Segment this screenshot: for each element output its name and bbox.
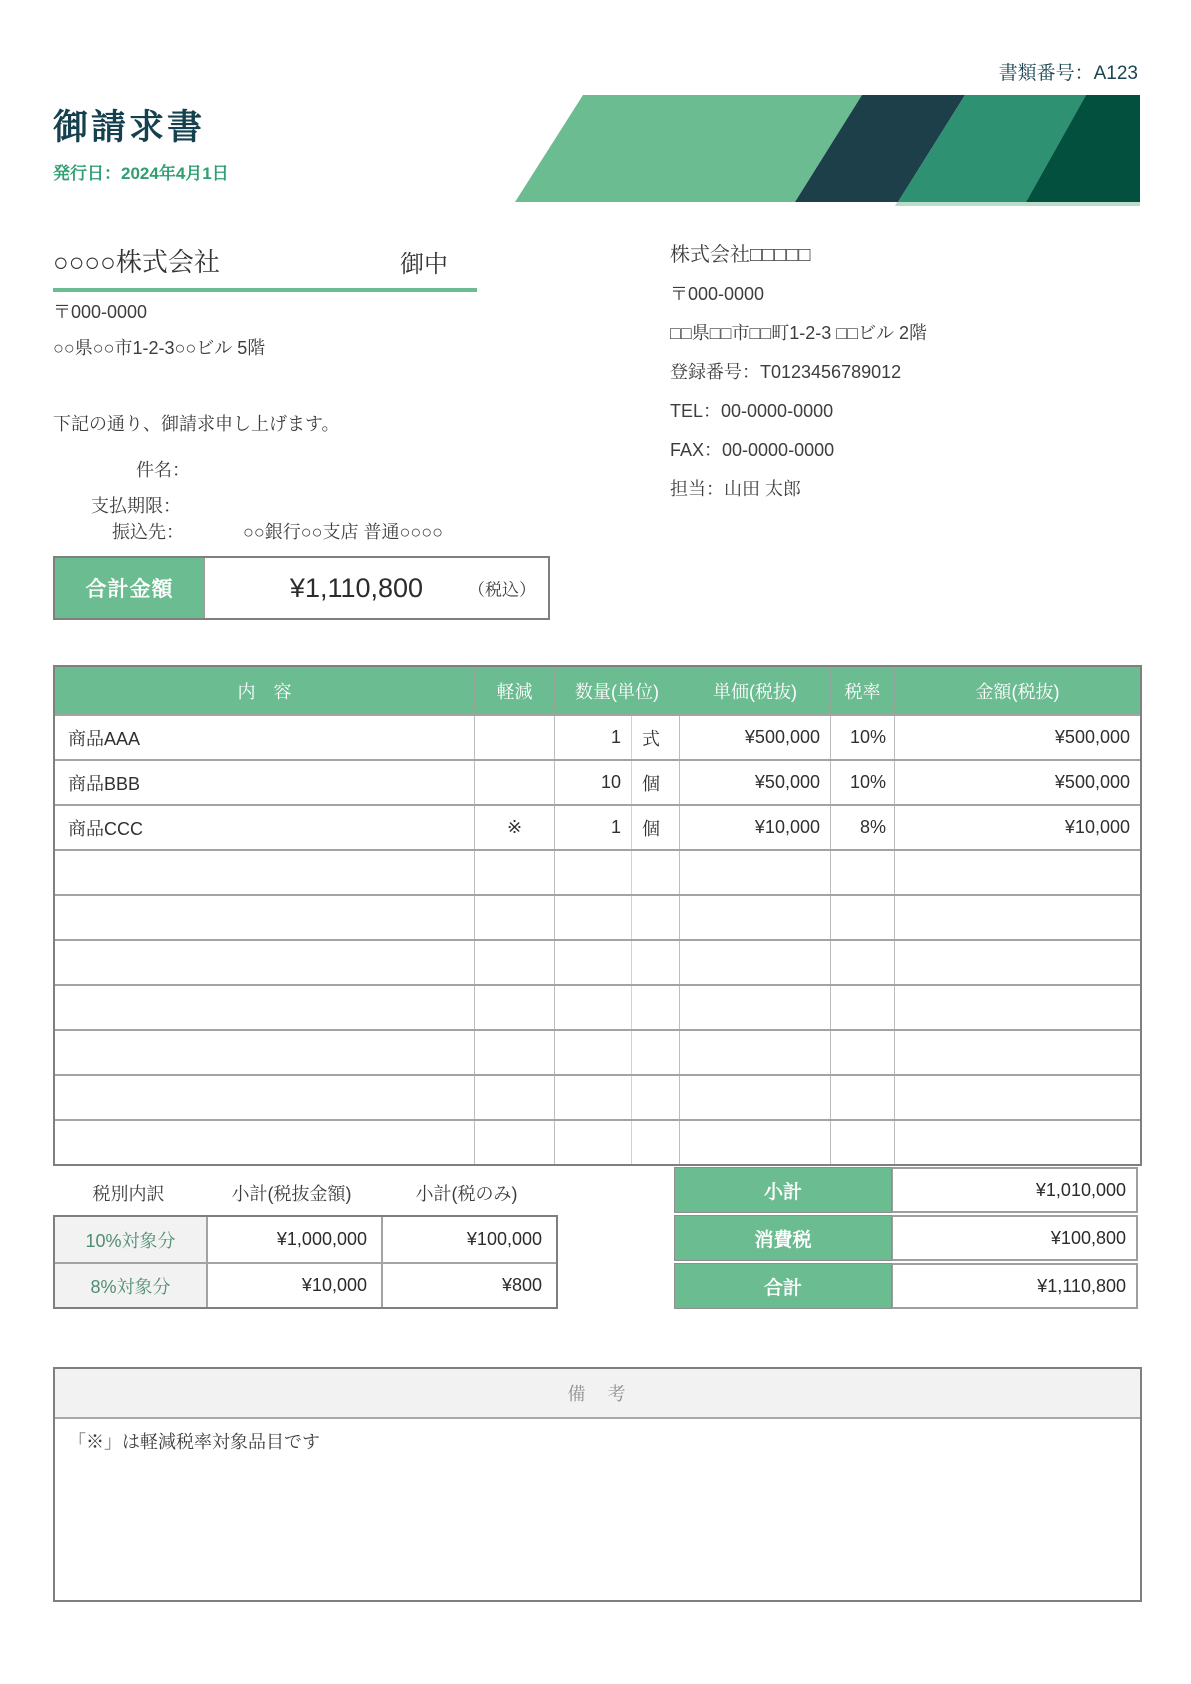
item-amount <box>894 896 1140 939</box>
item-quantity <box>554 941 631 984</box>
item-description <box>55 1076 474 1119</box>
item-tax-rate: 10% <box>830 716 894 759</box>
issuer-registration-number: 登録番号：T0123456789012 <box>670 362 902 382</box>
total-amount-label: 合計金額 <box>55 558 205 618</box>
table-row <box>55 984 1140 1029</box>
item-quantity: 10 <box>554 761 631 804</box>
item-reduced-mark <box>474 896 554 939</box>
item-unit <box>631 1031 679 1074</box>
breakdown-subtotal: ¥1,000,000 <box>206 1217 381 1262</box>
item-description: 商品BBB <box>68 773 141 794</box>
item-amount <box>894 1121 1140 1164</box>
item-unit <box>631 986 679 1029</box>
table-row <box>55 759 1140 804</box>
summary-value: ¥100,800 <box>892 1215 1138 1261</box>
item-reduced-mark <box>474 941 554 984</box>
item-amount <box>894 1076 1140 1119</box>
items-rows <box>55 714 1140 1164</box>
table-row <box>55 714 1140 759</box>
issuer-tel: TEL：00-0000-0000 <box>670 401 834 421</box>
breakdown-tax-only: ¥100,000 <box>381 1217 556 1262</box>
item-tax-rate <box>830 1076 894 1119</box>
summary-value: ¥1,010,000 <box>892 1167 1138 1213</box>
table-row <box>55 1262 556 1307</box>
item-unit <box>631 1076 679 1119</box>
item-quantity <box>554 1121 631 1164</box>
header-unit-price: 単価(税抜) <box>679 667 830 714</box>
breakdown-header-category: 税別内訳 <box>92 1184 165 1204</box>
bank-transfer-value: ○○銀行○○支店 普通○○○○ <box>243 522 443 542</box>
item-reduced-mark <box>474 1076 554 1119</box>
notes-header: 備 考 <box>55 1369 1140 1419</box>
item-description <box>55 896 474 939</box>
item-quantity <box>554 1076 631 1119</box>
item-description: 商品AAA <box>68 728 141 749</box>
table-row <box>55 939 1140 984</box>
item-amount <box>894 986 1140 1029</box>
item-reduced-mark <box>474 761 554 804</box>
notes-box <box>53 1367 1142 1602</box>
item-quantity <box>554 986 631 1029</box>
notes-body-text: 「※」は軽減税率対象品目です <box>68 1432 320 1452</box>
issuer-address: □□県□□市□□町1-2-3 □□ビル 2階 <box>670 323 928 343</box>
item-unit-price: ¥500,000 <box>679 716 830 759</box>
item-tax-rate: 10% <box>830 761 894 804</box>
tax-included-note: （税込） <box>468 580 536 600</box>
item-tax-rate <box>830 941 894 984</box>
summary-table <box>674 1167 1138 1311</box>
item-reduced-mark: ※ <box>474 806 554 849</box>
item-unit: 個 <box>631 806 679 849</box>
header-quantity-unit: 数量(単位) <box>554 667 679 714</box>
item-amount: ¥500,000 <box>894 761 1140 804</box>
header-reduced-rate: 軽減 <box>474 667 554 714</box>
item-reduced-mark <box>474 986 554 1029</box>
item-unit <box>631 1121 679 1164</box>
summary-label: 消費税 <box>674 1215 892 1261</box>
table-row <box>674 1167 1138 1213</box>
item-tax-rate <box>830 986 894 1029</box>
item-quantity <box>554 896 631 939</box>
item-unit-price: ¥50,000 <box>679 761 830 804</box>
item-reduced-mark <box>474 851 554 894</box>
table-row <box>55 849 1140 894</box>
table-row <box>55 1074 1140 1119</box>
total-amount-box <box>53 556 550 620</box>
banner-stripes-decoration <box>515 95 1140 207</box>
item-quantity <box>554 851 631 894</box>
item-unit-price <box>679 941 830 984</box>
item-tax-rate <box>830 896 894 939</box>
item-amount: ¥10,000 <box>894 806 1140 849</box>
item-reduced-mark <box>474 716 554 759</box>
table-row <box>674 1215 1138 1261</box>
total-amount-cell <box>205 558 548 618</box>
item-description: 商品CCC <box>68 818 143 839</box>
item-amount <box>894 851 1140 894</box>
item-description <box>55 1031 474 1074</box>
items-header-row <box>55 667 1140 714</box>
item-description <box>55 941 474 984</box>
item-unit: 個 <box>631 761 679 804</box>
item-quantity: 1 <box>554 806 631 849</box>
table-row <box>55 894 1140 939</box>
recipient-address: ○○県○○市1-2-3○○ビル 5階 <box>53 338 266 358</box>
issue-date: 発行日：2024年4月1日 <box>53 164 229 183</box>
breakdown-category: 10%対象分 <box>55 1217 206 1262</box>
item-unit-price: ¥10,000 <box>679 806 830 849</box>
payment-due-label: 支払期限： <box>91 496 181 516</box>
tax-breakdown-table <box>53 1215 558 1309</box>
item-tax-rate <box>830 1121 894 1164</box>
item-reduced-mark <box>474 1121 554 1164</box>
issuer-contact-person: 担当：山田 太郎 <box>670 479 802 499</box>
item-quantity <box>554 1031 631 1074</box>
item-unit-price <box>679 1121 830 1164</box>
summary-label: 合計 <box>674 1263 892 1309</box>
recipient-name: ○○○○株式会社 <box>53 247 220 277</box>
recipient-postal: 〒000-0000 <box>53 302 148 322</box>
page-title: 御請求書 <box>53 108 206 147</box>
recipient-underline <box>53 288 477 292</box>
issuer-block <box>670 244 927 517</box>
item-amount: ¥500,000 <box>894 716 1140 759</box>
table-row <box>55 1029 1140 1074</box>
table-row <box>674 1263 1138 1309</box>
item-unit <box>631 896 679 939</box>
breakdown-category: 8%対象分 <box>55 1264 206 1307</box>
breakdown-header-tax-only: 小計(税のみ) <box>415 1184 518 1204</box>
item-unit-price <box>679 896 830 939</box>
breakdown-subtotal: ¥10,000 <box>206 1264 381 1307</box>
subject-label: 件名： <box>136 460 190 480</box>
breakdown-tax-only: ¥800 <box>381 1264 556 1307</box>
table-row <box>55 1217 556 1262</box>
item-amount <box>894 941 1140 984</box>
issuer-postal: 〒000-0000 <box>670 284 765 304</box>
summary-label: 小計 <box>674 1167 892 1213</box>
header-description: 内 容 <box>237 681 292 702</box>
issuer-name: 株式会社□□□□□ <box>670 244 811 266</box>
item-description <box>55 851 474 894</box>
table-row <box>55 804 1140 849</box>
recipient-honorific: 御中 <box>400 251 448 278</box>
item-reduced-mark <box>474 1031 554 1074</box>
table-row <box>55 1119 1140 1164</box>
item-tax-rate: 8% <box>830 806 894 849</box>
item-unit-price <box>679 1076 830 1119</box>
item-amount <box>894 1031 1140 1074</box>
item-unit-price <box>679 1031 830 1074</box>
item-unit-price <box>679 851 830 894</box>
item-unit <box>631 851 679 894</box>
item-tax-rate <box>830 1031 894 1074</box>
item-description <box>55 1121 474 1164</box>
total-amount-value: ¥1,110,800 <box>289 572 424 603</box>
item-description <box>55 986 474 1029</box>
bank-transfer-label: 振込先： <box>112 522 184 542</box>
header-amount: 金額(税抜) <box>894 667 1140 714</box>
issuer-fax: FAX：00-0000-0000 <box>670 440 835 460</box>
doc-number: 書類番号：A123 <box>998 63 1138 84</box>
item-tax-rate <box>830 851 894 894</box>
item-unit: 式 <box>631 716 679 759</box>
items-table <box>53 665 1142 1166</box>
header-tax-rate: 税率 <box>830 667 894 714</box>
item-unit <box>631 941 679 984</box>
tax-breakdown-header-row <box>53 1180 554 1206</box>
item-unit-price <box>679 986 830 1029</box>
summary-value: ¥1,110,800 <box>892 1263 1138 1309</box>
item-quantity: 1 <box>554 716 631 759</box>
greeting-text: 下記の通り、御請求申し上げます。 <box>53 414 340 434</box>
breakdown-header-subtotal: 小計(税抜金額) <box>231 1184 352 1204</box>
